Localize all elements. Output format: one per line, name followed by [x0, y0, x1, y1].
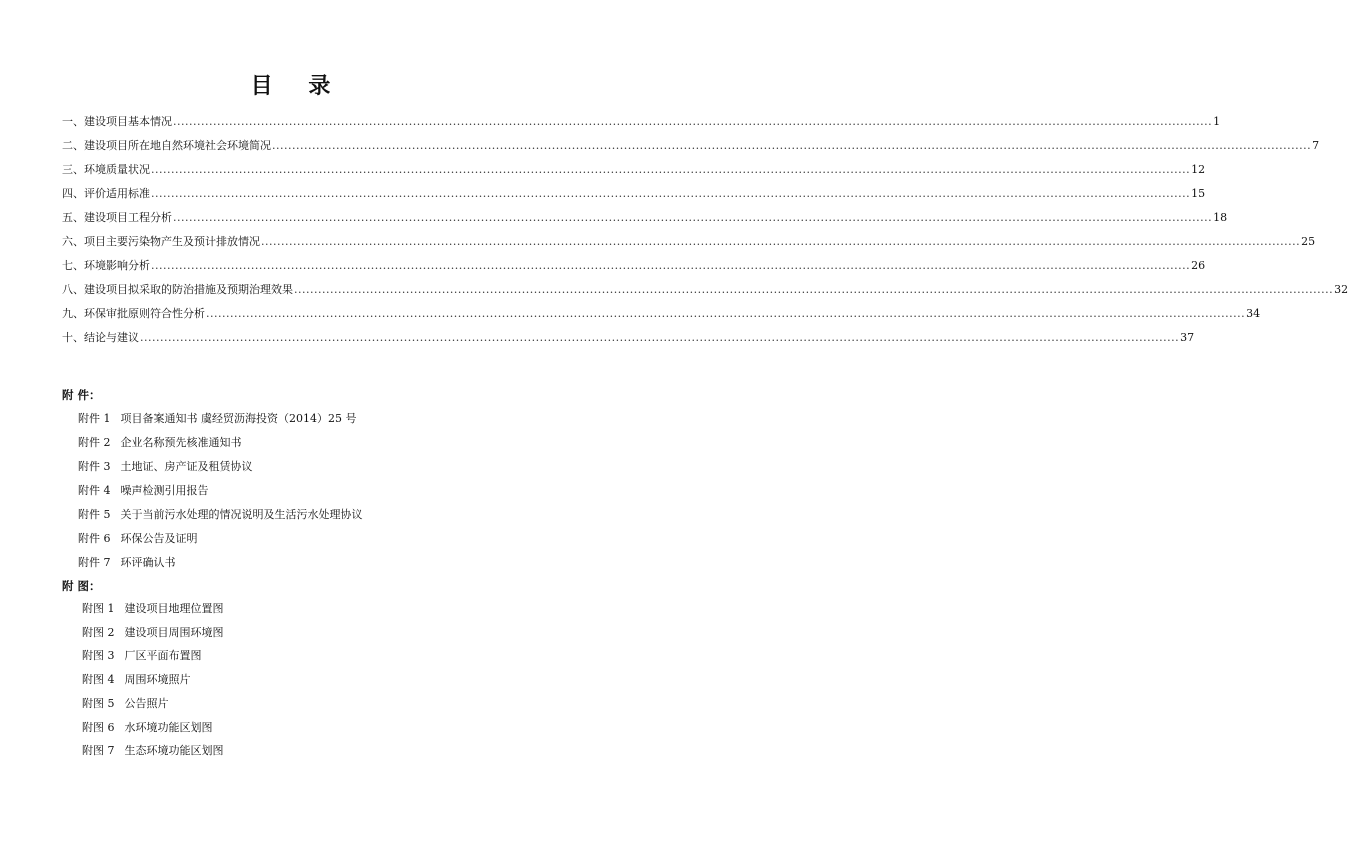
toc-entry-page: 37 — [1180, 331, 1195, 344]
attachment-text: 土地证、房产证及租赁协议 — [120, 460, 253, 473]
attachments-heading: 附 件： — [62, 388, 101, 402]
figure-number: 附图 1 — [82, 602, 115, 615]
figure-text: 建设项目地理位置图 — [124, 602, 224, 615]
toc-dot-leader: .................................................................................................................................................................................................................................................................... — [261, 235, 1301, 248]
figure-text: 公告照片 — [124, 697, 169, 710]
toc-entry-page: 34 — [1246, 307, 1261, 320]
attachment-item — [78, 507, 363, 523]
figure-text: 生态环境功能区划图 — [124, 744, 224, 757]
toc-dot-leader: .................................................................................................................................................................................................................................................................... — [151, 187, 1191, 200]
toc-entry-page: 7 — [1312, 139, 1320, 152]
toc-entry[interactable] — [62, 306, 1261, 330]
figure-item — [82, 601, 224, 617]
toc-entry[interactable] — [62, 234, 1316, 258]
toc-entry[interactable] — [62, 330, 1195, 354]
figure-text: 建设项目周围环境图 — [124, 626, 224, 639]
toc-dot-leader: .................................................................................................................................................................................................................................................................... — [173, 115, 1213, 128]
toc-entry-label: 五、建设项目工程分析 — [62, 211, 172, 224]
toc-entry[interactable] — [62, 114, 1221, 138]
attachment-item — [78, 483, 209, 499]
attachment-number: 附件 7 — [78, 556, 111, 569]
attachment-text: 环保公告及证明 — [120, 532, 198, 545]
attachment-text: 企业名称预先核准通知书 — [120, 436, 242, 449]
figure-number: 附图 3 — [82, 649, 115, 662]
attachment-text: 环评确认书 — [120, 556, 176, 569]
figure-item — [82, 648, 202, 664]
attachment-number: 附件 6 — [78, 532, 111, 545]
figure-item — [82, 696, 169, 712]
toc-entry-label: 六、项目主要污染物产生及预计排放情况 — [62, 235, 260, 248]
attachment-number: 附件 5 — [78, 508, 111, 521]
toc-entry-page: 12 — [1191, 163, 1206, 176]
attachment-text: 关于当前污水处理的情况说明及生活污水处理协议 — [120, 508, 363, 521]
toc-entry-page: 25 — [1301, 235, 1316, 248]
figure-text: 水环境功能区划图 — [124, 721, 213, 734]
toc-entry-label: 四、评价适用标准 — [62, 187, 150, 200]
toc-entry-label: 九、环保审批原则符合性分析 — [62, 307, 205, 320]
toc-entry-page: 1 — [1213, 115, 1221, 128]
toc-dot-leader: .................................................................................................................................................................................................................................................................... — [140, 331, 1180, 344]
toc-entry[interactable] — [62, 282, 1348, 306]
figure-item — [82, 672, 191, 688]
figure-number: 附图 7 — [82, 744, 115, 757]
figure-number: 附图 6 — [82, 721, 115, 734]
figure-number: 附图 5 — [82, 697, 115, 710]
attachment-number: 附件 3 — [78, 460, 111, 473]
toc-entry-label: 十、结论与建议 — [62, 331, 139, 344]
toc-entry[interactable] — [62, 186, 1206, 210]
attachment-number: 附件 4 — [78, 484, 111, 497]
toc-dot-leader: .................................................................................................................................................................................................................................................................... — [151, 163, 1191, 176]
attachment-number: 附件 1 — [78, 412, 111, 425]
toc-entry-label: 八、建设项目拟采取的防治措施及预期治理效果 — [62, 283, 293, 296]
toc-dot-leader: .................................................................................................................................................................................................................................................................... — [206, 307, 1246, 320]
attachment-text: 项目备案通知书 虞经贸沥海投资（2014）25 号 — [120, 412, 357, 425]
toc-entry-page: 32 — [1334, 283, 1348, 296]
figure-item — [82, 720, 213, 736]
toc-entry[interactable] — [62, 210, 1228, 234]
figure-text: 厂区平面布置图 — [124, 649, 202, 662]
attachment-item — [78, 531, 198, 547]
figure-number: 附图 2 — [82, 626, 115, 639]
toc-dot-leader: .................................................................................................................................................................................................................................................................... — [173, 211, 1213, 224]
toc-entry-label: 七、环境影响分析 — [62, 259, 150, 272]
figure-item — [82, 625, 224, 641]
toc-dot-leader: .................................................................................................................................................................................................................................................................... — [272, 139, 1312, 152]
attachment-text: 噪声检测引用报告 — [120, 484, 209, 497]
toc-entry[interactable] — [62, 162, 1206, 186]
toc-entry-page: 26 — [1191, 259, 1206, 272]
toc-dot-leader: .................................................................................................................................................................................................................................................................... — [151, 259, 1191, 272]
attachment-item — [78, 435, 242, 451]
toc-entry[interactable] — [62, 138, 1320, 162]
toc-entry-label: 一、建设项目基本情况 — [62, 115, 172, 128]
figure-number: 附图 4 — [82, 673, 115, 686]
toc-entry-label: 二、建设项目所在地自然环境社会环境简况 — [62, 139, 271, 152]
attachment-item — [78, 555, 176, 571]
attachment-number: 附件 2 — [78, 436, 111, 449]
attachment-item — [78, 411, 356, 427]
attachment-item — [78, 459, 253, 475]
toc-dot-leader: .................................................................................................................................................................................................................................................................... — [294, 283, 1334, 296]
toc-entry-label: 三、环境质量状况 — [62, 163, 150, 176]
figure-text: 周围环境照片 — [124, 673, 191, 686]
toc-entry-page: 18 — [1213, 211, 1228, 224]
figure-item — [82, 743, 224, 759]
toc-entry-page: 15 — [1191, 187, 1206, 200]
page-title: 目 录 — [250, 73, 345, 99]
figures-heading: 附 图： — [62, 579, 101, 593]
toc-entry[interactable] — [62, 258, 1206, 282]
table-of-contents — [62, 114, 1348, 354]
